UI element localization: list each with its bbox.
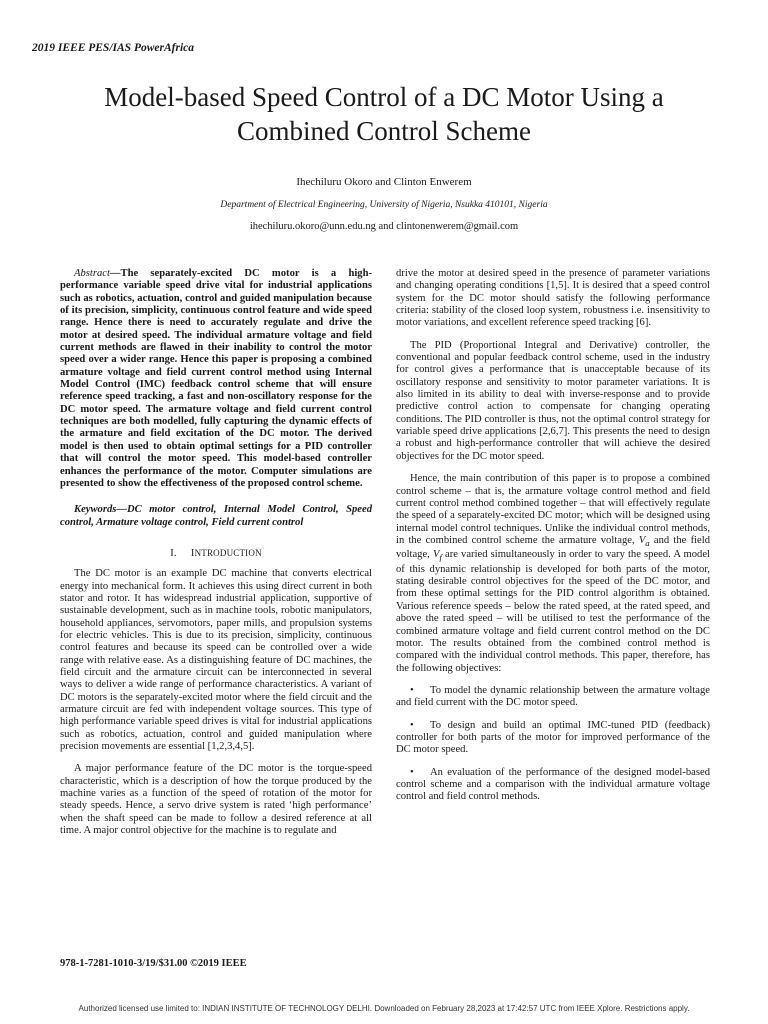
- conference-name: 2019 IEEE PES/IAS PowerAfrica: [32, 42, 194, 54]
- bullet-icon: •: [410, 684, 414, 696]
- affiliation: Department of Electrical Engineering, University of Nigeria, Nsukka 410101, Nigeria: [220, 200, 548, 210]
- objective-item: [396, 720, 710, 757]
- section-title-initial: I: [190, 547, 195, 559]
- paper-title: [20, 80, 748, 148]
- left-column: [60, 268, 372, 847]
- bullet-icon: •: [410, 719, 414, 731]
- continued-paragraph: drive the motor at desired speed in the presence of parameter variations and changing operating conditions [1,5]. It is desired that a speed control system for the DC motor should satisfy the following performance criteria: stability of the closed loop system, robustness i.e. insensitivity to motor variations, and excellent reference speed tracking [6].: [396, 268, 710, 329]
- contribution-text-b: and the field voltage,: [396, 534, 710, 561]
- pid-paragraph: The PID (Proportional Integral and Derivative) controller, the conventional and popular feedback control scheme, used in the industry for control gives a performance that is unacceptable because of its oscillatory response and sensitivity to motor parameter variations. It is also limited in its ability to deal with inverse-response and to provide predictive control action to compensate for changing operating conditions. The PID controller is thus, not the optimal control strategy for variable speed drive applications [2,6,7]. This presents the need to design a robust and high-performance controller that will achieve the desired objectives for the DC motor speed.: [396, 339, 710, 462]
- contribution-paragraph: [396, 473, 710, 675]
- section-number: I.: [170, 547, 177, 559]
- objective-item: [396, 767, 710, 804]
- contribution-text-c: are varied simultaneously in order to vary the speed. A model of this dynamic relationship is developed for both parts of the motor, stating desirable control objectives for the speed of the DC motor, and from these optimal settings for the PID control algorithm is obtained. Various reference speeds – below the rated speed, at the rated speed, and above the rated speed – will be utilised to test the performance of the combined armature voltage and field current control method on the DC motor. The results obtained from the combined control method is compared with the individual control methods. This paper, therefore, has the following objectives:: [396, 549, 710, 674]
- intro-paragraph-2: A major performance feature of the DC motor is the torque-speed characteristic, which is a description of how the torque produced by the machine varies as a function of the speed of rotation of the motor for steady speeds. Hence, a servo drive system is rated ‘high performance’ when the shaft speed can be made to follow a desired reference at all time. A major control objective for the machine is to regulate and: [60, 763, 372, 837]
- intro-paragraph-1: The DC motor is an example DC machine that converts electrical energy into mechanical form. It achieves this using direct current in both stator and rotor. It has widespread industrial application, supportive of sustainable development, such as in machine tools, robotic manipulators, household appliances, servomotors, paper mills, and propulsion systems for electric vehicles. This is due to its precision, simplicity, continuous control features and because its speed can be controlled over a wide range with relative ease. As a distinguishing feature of DC machines, the field circuit and the armature circuit can be interconnected in several ways to deliver a wide range of performance characteristics. A variant of DC motors is the separately-excited motor where the field circuit and the armature circuit are fed with independent voltage sources. This type of high performance variable speed drives is vital for industrial applications such as robotics, actuation, control and guided manipulation where precision movements are essential [1,2,3,4,5].: [60, 568, 372, 753]
- title-line-1: Model-based Speed Control of a DC Motor Using a: [104, 82, 664, 112]
- right-column: [396, 268, 710, 814]
- isbn-copyright: 978-1-7281-1010-3/19/$31.00 ©2019 IEEE: [60, 958, 247, 969]
- authors: Ihechiluru Okoro and Clinton Enwerem: [296, 176, 472, 188]
- keywords: Keywords—DC motor control, Internal Model Control, Speed control, Armature voltage control, Field current control: [60, 504, 372, 528]
- author-emails: ihechiluru.okoro@unn.edu.ng and clintonenwerem@gmail.com: [249, 221, 519, 232]
- abstract-label: Abstract: [74, 268, 110, 279]
- section-title-rest: NTRODUCTION: [194, 547, 262, 558]
- objective-item: [396, 685, 710, 710]
- objective-text: An evaluation of the performance of the designed model-based control scheme and a comparison with the individual armature voltage control and field control methods.: [396, 766, 710, 803]
- bullet-icon: •: [410, 766, 414, 778]
- license-footer: Authorized licensed use limited to: INDIAN INSTITUTE OF TECHNOLOGY DELHI. Downloaded on February 28,2023 at 17:42:57 UTC from IEEE Xplore. Restrictions apply.: [78, 1004, 690, 1013]
- section-heading-introduction: [60, 547, 372, 560]
- objective-text: To design and build an optimal IMC-tuned PID (feedback) controller for both parts of the motor for improved performance of the DC motor speed.: [396, 719, 710, 756]
- armature-voltage-symbol: $V_a$: [638, 534, 650, 548]
- abstract-text: —The separately-excited DC motor is a high-performance variable speed drive vital for industrial applications such as robotics, actuation, control and guided manipulation because of its precision, simplicity, continuous control feature and wide speed range. Hence there is need to accurately regulate and drive the motor at desired speed. The individual armature voltage and field current methods are flawed in their inability to control the motor speed over a wider range. Hence this paper is proposing a combined armature voltage and field current control method using Internal Model Control (IMC) feedback control scheme that will ensure reference speed tracking, a fast and non-oscillatory response for the DC motor speed. The armature voltage and field current control techniques are both modelled, fully capturing the dynamic effects of the armature and field excitation of the DC motor. The derived model is then used to obtain optimal settings for a PID controller that will control the motor speed. This model-based controller enhances the performance of the motor. Computer simulations are presented to show the effectiveness of the proposed control scheme.: [60, 268, 372, 489]
- objective-text: To model the dynamic relationship between the armature voltage and field current with the DC motor speed.: [396, 684, 710, 709]
- abstract: [60, 268, 372, 490]
- contribution-text-a: Hence, the main contribution of this paper is to propose a combined control scheme – that is, the armature voltage control method and field current control method combined together – that will effectively regulate the speed of a separately-excited DC motor; which will be designed using internal model control techniques. Unlike the individual control methods, in the combined control scheme the armature voltage,: [396, 473, 710, 546]
- title-line-2: Combined Control Scheme: [237, 116, 531, 146]
- field-voltage-symbol: $V_f$: [432, 549, 442, 563]
